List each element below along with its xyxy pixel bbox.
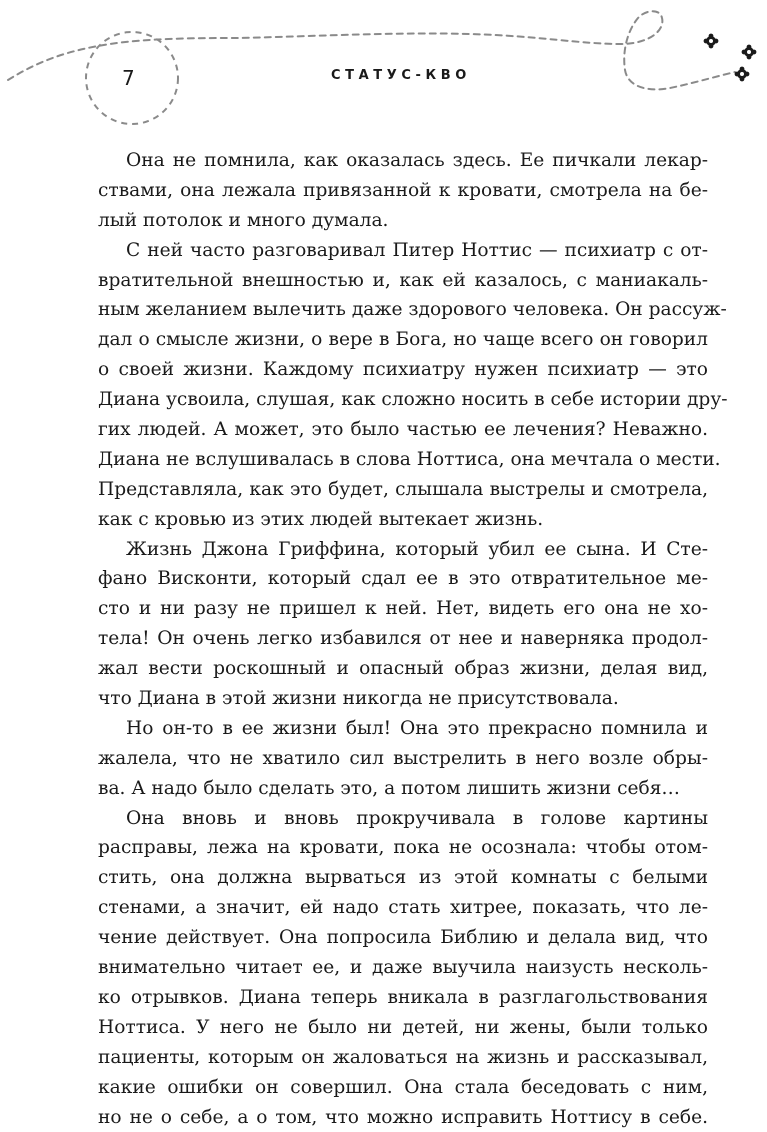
- text-line: стенами, а значит, ей надо стать хитрее, показать, что ле-: [98, 893, 708, 923]
- text-line: ко отрывков. Диана теперь вникала в разглагольствования: [98, 983, 708, 1013]
- running-title: СТАТУС-КВО: [331, 66, 471, 86]
- text-line: пациенты, которым он жаловаться на жизнь и рассказывал,: [98, 1043, 708, 1073]
- text-line: дал о смысле жизни, о вере в Бога, но чаще всего он говорил: [98, 325, 708, 355]
- text-line: чение действует. Она попросила Библию и делала вид, что: [98, 923, 708, 953]
- text-line: гих людей. А может, это было частью ее лечения? Неважно.: [98, 415, 708, 445]
- text-line: Но он-то в ее жизни был! Она это прекрасно помнила и: [98, 714, 708, 744]
- flower-icon: [742, 45, 757, 60]
- text-line: ствами, она лежала привязанной к кровати, смотрела на бе-: [98, 176, 708, 206]
- text-line: какие ошибки он совершил. Она стала беседовать с ним,: [98, 1073, 708, 1103]
- text-line: тела! Он очень легко избавился от нее и наверняка продол-: [98, 624, 708, 654]
- text-line: как с кровью из этих людей вытекает жизнь.: [98, 505, 708, 535]
- text-line: фано Висконти, который сдал ее в это отвратительное ме-: [98, 564, 708, 594]
- text-line: что Диана в этой жизни никогда не присутствовала.: [98, 684, 708, 714]
- flower-icon: [735, 67, 750, 82]
- text-line: Она не помнила, как оказалась здесь. Ее пичкали лекар-: [98, 146, 708, 176]
- text-line: Она вновь и вновь прокручивала в голове картины: [98, 804, 708, 834]
- page-number: 7: [122, 66, 142, 90]
- text-line: С ней часто разговаривал Питер Ноттис — психиатр с от-: [98, 236, 708, 266]
- text-line: жалела, что не хватило сил выстрелить в него возле обры-: [98, 744, 708, 774]
- text-line: ва. А надо было сделать это, а потом лишить жизни себя…: [98, 774, 708, 804]
- text-line: о своей жизни. Каждому психиатру нужен психиатр — это: [98, 355, 708, 385]
- text-line: стить, она должна вырваться из этой комнаты с белыми: [98, 863, 708, 893]
- text-line: вратительной внешностью и, как ей казалось, с маниакаль-: [98, 266, 708, 296]
- flower-icon: [704, 34, 719, 49]
- text-line: но не о себе, а о том, что можно исправить Ноттису в себе.: [98, 1103, 708, 1132]
- text-line: Диана не вслушивалась в слова Ноттиса, она мечтала о мести.: [98, 445, 708, 475]
- text-line: сто и ни разу не пришел к ней. Нет, видеть его она не хо-: [98, 594, 708, 624]
- text-line: Ноттиса. У него не было ни детей, ни жены, были только: [98, 1013, 708, 1043]
- text-line: внимательно читает ее, и даже выучила наизусть несколь-: [98, 953, 708, 983]
- text-line: лый потолок и много думала.: [98, 206, 708, 236]
- text-line: Диана усвоила, слушая, как сложно носить в себе истории дру-: [98, 385, 708, 415]
- text-line: Жизнь Джона Гриффина, который убил ее сына. И Сте-: [98, 535, 708, 565]
- body-text: [98, 146, 708, 1132]
- text-line: жал вести роскошный и опасный образ жизни, делая вид,: [98, 654, 708, 684]
- text-line: Представляла, как это будет, слышала выстрелы и смотрела,: [98, 475, 708, 505]
- text-line: расправы, лежа на кровати, пока не осознала: чтобы отом-: [98, 833, 708, 863]
- text-line: ным желанием вылечить даже здорового человека. Он рассуж-: [98, 295, 708, 325]
